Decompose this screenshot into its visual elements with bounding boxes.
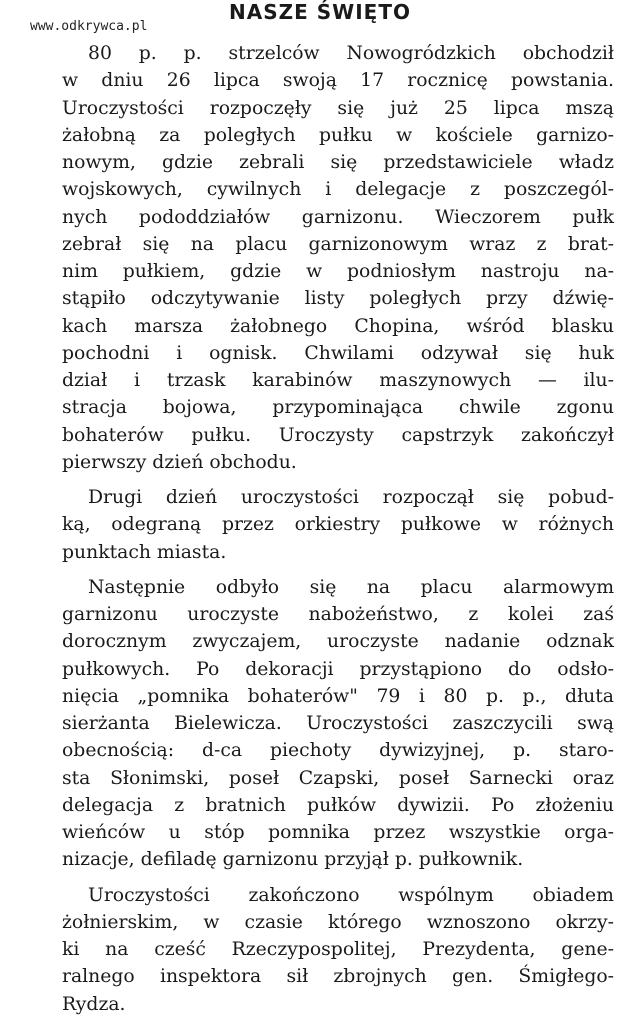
text-line: dorocznym zwyczajem, uroczyste nadanie odznak — [62, 631, 614, 653]
text-line: pierwszy dzień obchodu. — [62, 451, 297, 473]
text-line: nych pododdziałów garnizonu. Wieczorem pułk — [62, 206, 614, 228]
paragraph — [62, 40, 614, 476]
text-line: Uroczystości rozpoczęły się już 25 lipca mszą — [62, 97, 614, 119]
text-line: wojskowych, cywilnych i delegacje z poszczegól- — [62, 179, 614, 201]
paragraph — [62, 574, 614, 874]
text-line: wieńców u stóp pomnika przez wszystkie orga- — [62, 822, 614, 843]
article-body — [62, 40, 614, 1026]
text-line: garnizonu uroczyste nabożeństwo, z kolei zaś — [62, 604, 614, 625]
text-line: Następnie odbyło się na placu alarmowym — [88, 576, 614, 598]
text-line: nim pułkiem, gdzie w podniosłym nastroju na- — [62, 261, 614, 282]
text-line: pochodni i ognisk. Chwilami odzywał się huk — [62, 342, 614, 364]
text-line: dział i trzask karabinów maszynowych — ilu- — [62, 370, 614, 391]
text-line: obecnością: d-ca piechoty dywizyjnej, p. staro- — [62, 740, 614, 762]
text-line: kach marsza żałobnego Chopina, wśród blasku — [62, 315, 614, 337]
text-line: sta Słonimski, poseł Czapski, poseł Sarnecki oraz — [62, 767, 614, 789]
text-line: pułkowych. Po dekoracji przystąpiono do odsło- — [62, 658, 614, 680]
text-line: nizacje, defiladę garnizonu przyjął p. pułkownik. — [62, 849, 524, 871]
text-line: Drugi dzień uroczystości rozpoczął się pobud- — [88, 487, 614, 508]
text-line: żołnierskim, w czasie którego wznoszono okrzy- — [62, 911, 614, 933]
watermark: www.odkrywca.pl — [30, 19, 148, 34]
paragraph — [62, 484, 614, 566]
text-line: sierżanta Bielewicza. Uroczystości zaszczycili swą — [62, 713, 614, 734]
text-line: stąpiło odczytywanie listy poległych przy dźwię- — [62, 288, 614, 310]
article-title: NASZE ŚWIĘTO — [229, 0, 411, 24]
text-line: zebrał się na placu garnizonowym wraz z brat- — [62, 233, 614, 255]
text-line: ki na cześć Rzeczypospolitej, Prezydenta, gene- — [62, 939, 614, 960]
text-line: bohaterów pułku. Uroczysty capstrzyk zakończył — [62, 424, 614, 446]
paragraph — [62, 882, 614, 1018]
text-line: ralnego inspektora sił zbrojnych gen. Śmigłego- — [62, 966, 614, 988]
text-line: delegacja z bratnich pułków dywizii. Po złożeniu — [62, 794, 614, 816]
text-line: punktach miasta. — [62, 541, 227, 563]
text-line: w dniu 26 lipca swoją 17 rocznicę powstania. — [62, 70, 614, 92]
text-line: 80 p. p. strzelców Nowogródzkich obchodził — [88, 43, 614, 64]
text-line: stracja bojowa, przypominająca chwile zgonu — [62, 397, 614, 419]
text-line: żałobną za poległych pułku w kościele garnizo- — [62, 124, 614, 146]
text-line: Rydza. — [62, 993, 126, 1015]
text-line: nięcia „pomnika bohaterów" 79 i 80 p. p., dłuta — [62, 685, 614, 707]
text-line: Uroczystości zakończono wspólnym obiadem — [88, 884, 614, 906]
text-line: nowym, gdzie zebrali się przedstawiciele władz — [62, 152, 614, 173]
text-line: ką, odegraną przez orkiestry pułkowe w różnych — [62, 514, 614, 536]
